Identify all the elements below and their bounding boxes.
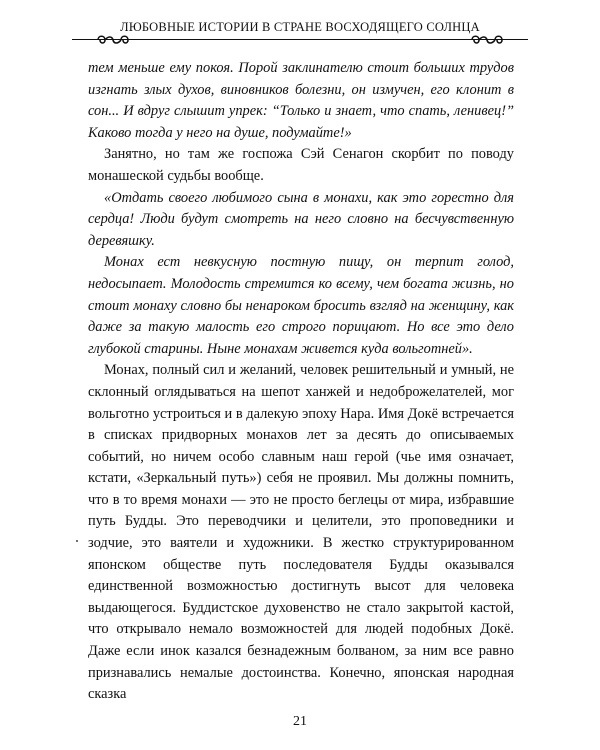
paragraph-quote-end: тем меньше ему покоя. Порой заклинателю стоит больших трудов изгнать злых духов, виновников болезни, он измучен, его клонит в сон... И вдруг слышит упрек: “Только и знает, что спать, ленивец!” Каково тогда у него на душе, подумайте!» — [88, 60, 514, 141]
paragraph-quote-1: «Отдать своего любимого сына в монахи, как это горестно для сердца! Люди будут смотреть на него словно на бесчувственную деревяшку. — [88, 189, 514, 249]
header-rule — [72, 39, 528, 40]
page-body — [88, 58, 514, 706]
paragraph-intro: Занятно, но там же госпожа Сэй Сенагон скорбит по поводу монашеской судьбы вообще. — [88, 146, 514, 184]
page-number: 21 — [293, 714, 307, 729]
paragraph-main: Монах, полный сил и желаний, человек решительный и умный, не склонный оглядываться на шепот ханжей и недоброжелателей, мог вольготно устроиться и в далекую эпоху Нара. Имя Докё встречается в списках придворных монахов лет за десять до описываемых событий, но ничем особо славным наш герой (чье имя означает, кстати, «Зеркальный путь») себя не проявил. Мы должны помнить, что в то время монахи — это не просто беглецы от мира, избравшие путь Будды. Это переводчики и целители, это проповедники и зодчие, это ваятели и художники. В жестко структурированном японском обществе путь последователя Будды оказывался единственной возможностью достигнуть высот для человека выдающегося. Буддистское духовенство не стало закрытой кастой, что открывало немало возможностей для людей подобных Докё. Даже если инок казался безнадежным болваном, за ним все равно признавались немалые достоинства. Конечно, японская народная сказка — [88, 362, 514, 703]
right-ornament-icon — [470, 34, 504, 46]
header-title: ЛЮБОВНЫЕ ИСТОРИИ В СТРАНЕ ВОСХОДЯЩЕГО СОЛНЦА — [120, 20, 480, 34]
paragraph-quote-2: Монах ест невкусную постную пищу, он терпит голод, недосыпает. Молодость стремится ко всему, чем богата жизнь, но стоит монаху словно бы ненароком бросить взгляд на женщину, как даже за такую малость его строго порицают. Но все это дело глубокой старины. Ныне монахам живется куда вольготней». — [88, 254, 514, 357]
running-header — [72, 18, 528, 52]
margin-mark — [76, 540, 78, 542]
left-ornament-icon — [96, 34, 130, 46]
